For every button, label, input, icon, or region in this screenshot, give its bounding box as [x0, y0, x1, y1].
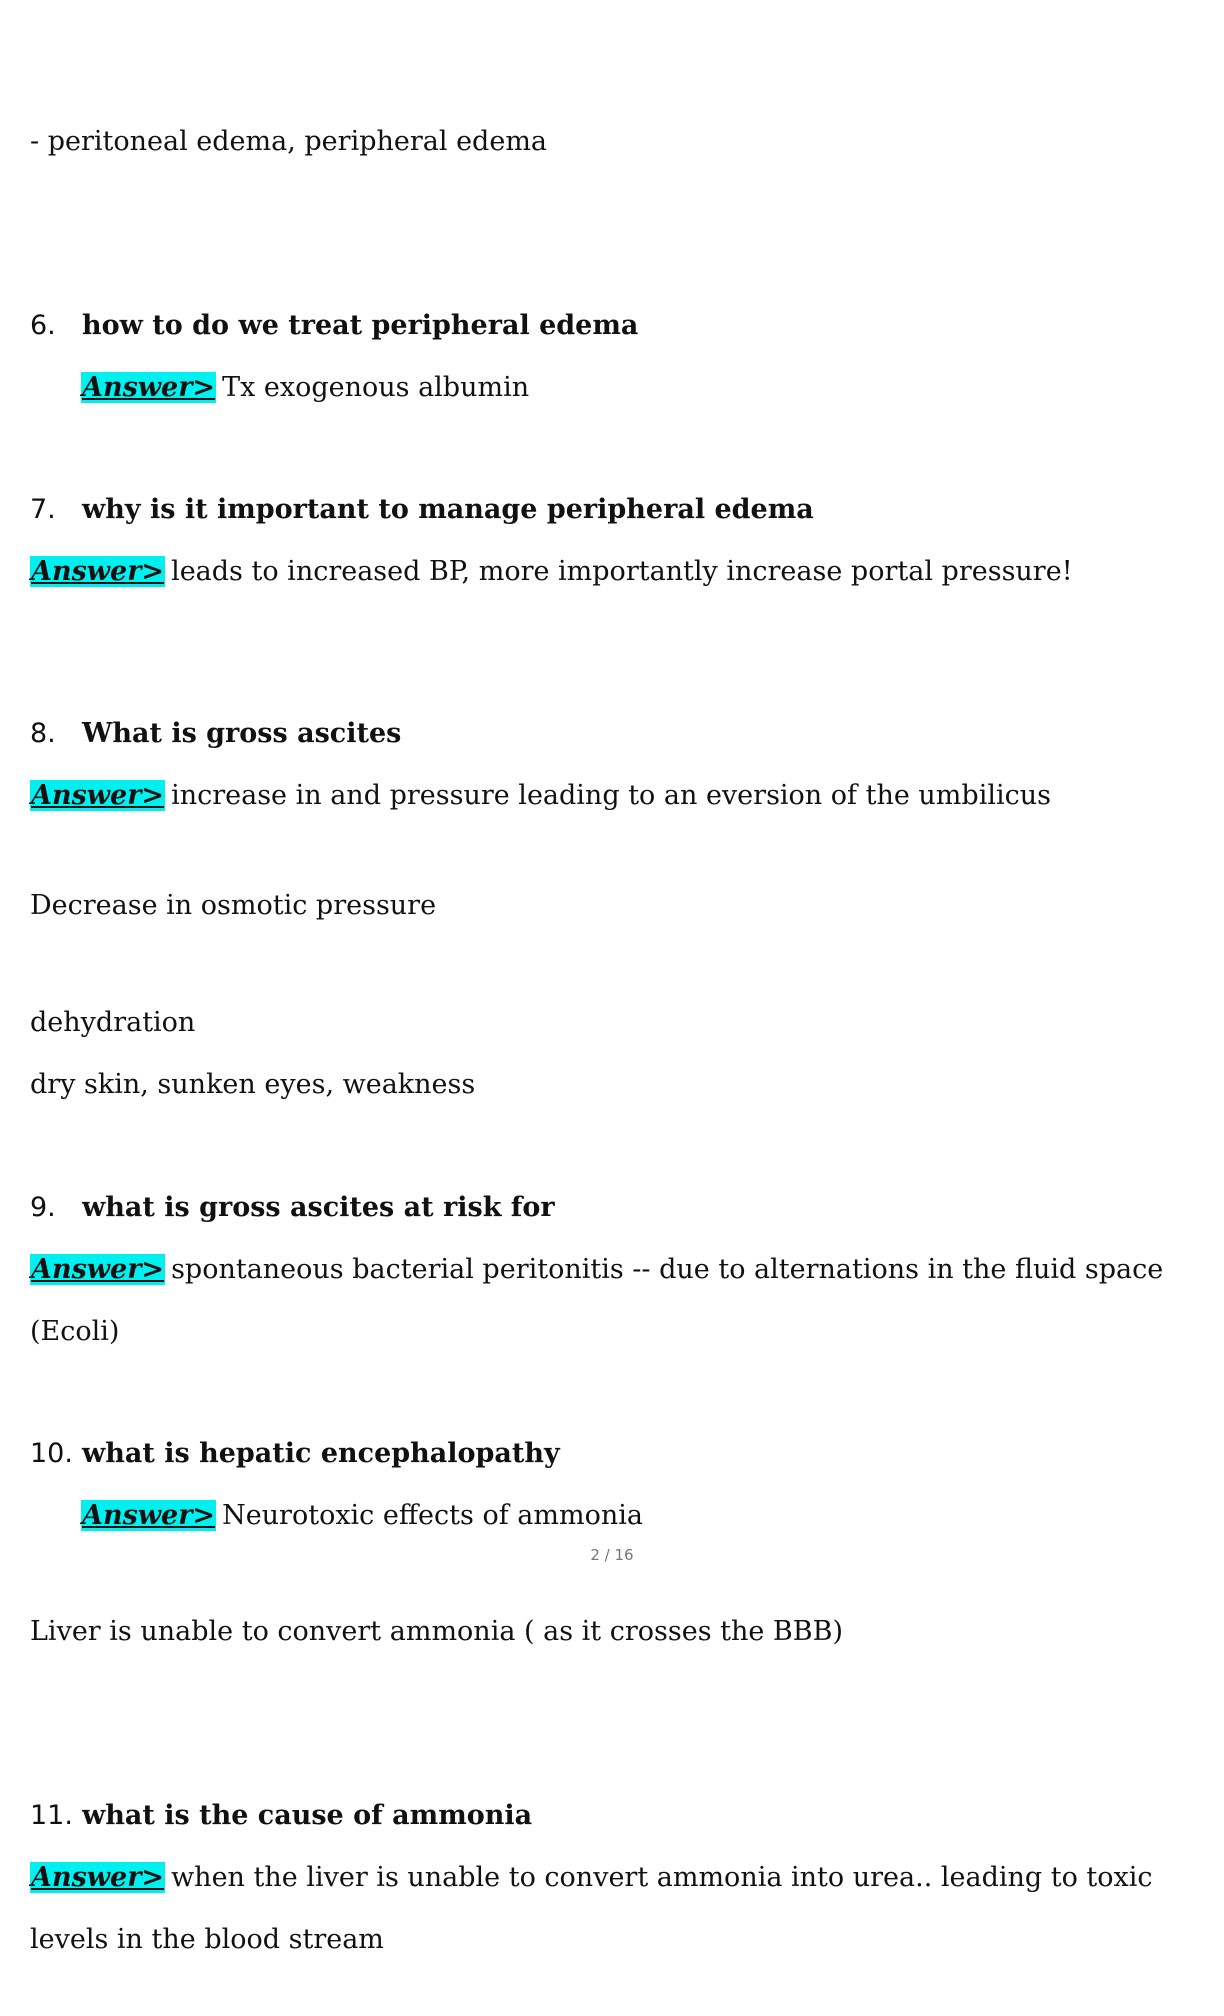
answer-text: Tx exogenous albumin — [222, 372, 530, 403]
answer-text: spontaneous bacterial peritonitis -- due to alternations in the fluid space — [171, 1254, 1164, 1285]
question-text: what is gross ascites at risk for — [82, 1192, 555, 1223]
answer-6 — [81, 370, 529, 406]
answer-label: Answer> — [31, 1862, 165, 1893]
question-number: 8. — [30, 718, 56, 749]
note-line: dehydration — [30, 1007, 196, 1038]
question-text: what is the cause of ammonia — [82, 1800, 533, 1831]
answer-label: Answer> — [31, 780, 165, 811]
answer-7 — [30, 554, 1073, 590]
answer-label: Answer> — [31, 556, 165, 587]
answer-text: Neurotoxic effects of ammonia — [222, 1500, 643, 1531]
answer-9 — [30, 1252, 1163, 1288]
question-number: 7. — [30, 494, 56, 525]
answer-11 — [30, 1860, 1153, 1896]
answer-text: when the liver is unable to convert ammonia into urea.. leading to toxic — [171, 1862, 1153, 1893]
answer-label: Answer> — [82, 1500, 216, 1531]
answer-continuation: (Ecoli) — [30, 1316, 120, 1347]
answer-10 — [81, 1498, 643, 1534]
page-indicator: 2 / 16 — [590, 1546, 634, 1564]
question-8 — [30, 716, 401, 752]
question-10 — [30, 1436, 560, 1472]
answer-continuation: levels in the blood stream — [30, 1924, 384, 1955]
question-7 — [30, 492, 814, 528]
intro-line: - peritoneal edema, peripheral edema — [30, 126, 548, 157]
answer-label: Answer> — [82, 372, 216, 403]
question-9 — [30, 1190, 555, 1226]
question-text: how to do we treat peripheral edema — [82, 310, 639, 341]
question-number: 11. — [30, 1800, 73, 1831]
answer-text: increase in and pressure leading to an eversion of the umbilicus — [171, 780, 1051, 811]
note-line: dry skin, sunken eyes, weakness — [30, 1069, 476, 1100]
question-text: What is gross ascites — [82, 718, 402, 749]
question-number: 6. — [30, 310, 56, 341]
question-11 — [30, 1798, 532, 1834]
answer-label: Answer> — [31, 1254, 165, 1285]
answer-text: leads to increased BP, more importantly increase portal pressure! — [171, 556, 1073, 587]
note-line: Liver is unable to convert ammonia ( as it crosses the BBB) — [30, 1616, 843, 1647]
answer-8 — [30, 778, 1051, 814]
question-number: 10. — [30, 1438, 73, 1469]
note-line: Decrease in osmotic pressure — [30, 890, 437, 921]
question-text: what is hepatic encephalopathy — [82, 1438, 560, 1469]
question-number: 9. — [30, 1192, 56, 1223]
question-6 — [30, 308, 638, 344]
question-text: why is it important to manage peripheral edema — [82, 494, 814, 525]
